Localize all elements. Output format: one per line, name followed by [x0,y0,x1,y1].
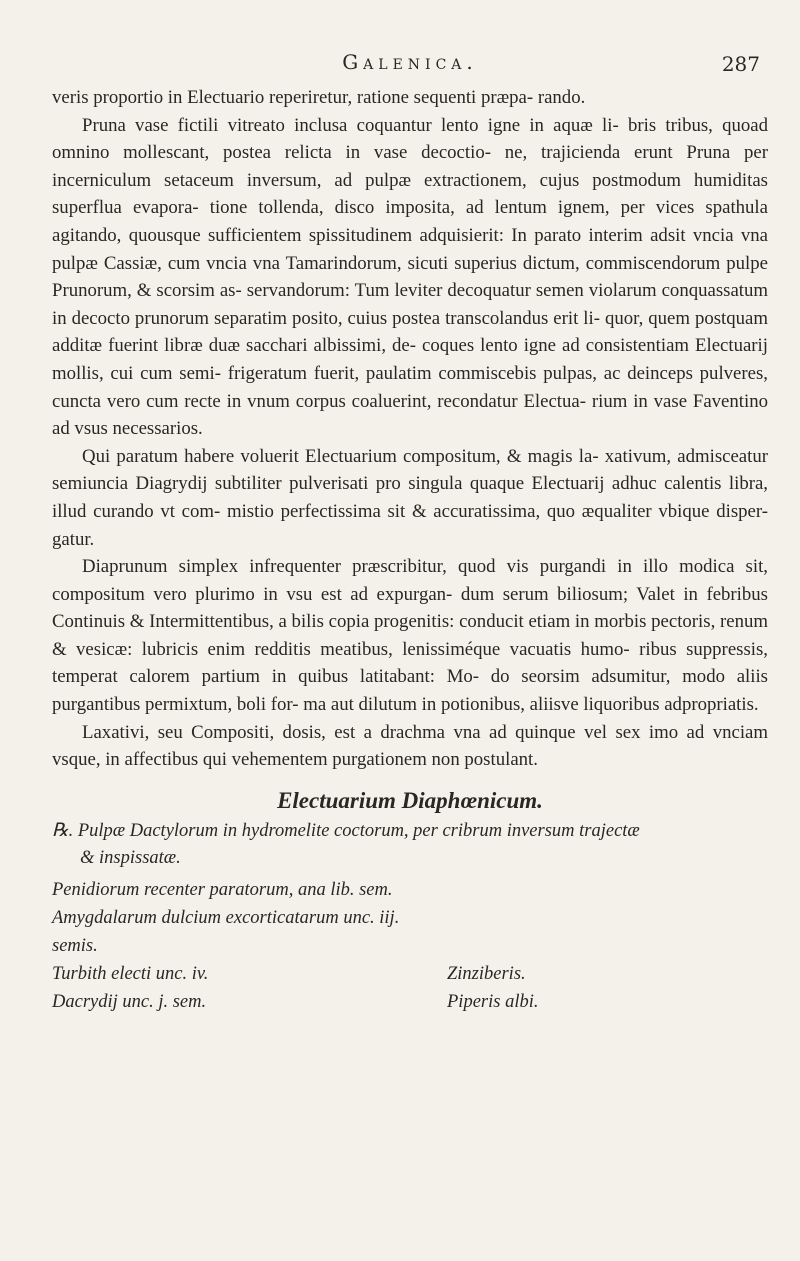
paragraph-compound-electuary: Qui paratum habere voluerit Electuarium compositum, & magis la- xativum, admisceatur semiuncia Diagrydij subtiliter pulverisati pro singula quaque Electuarij adhuc calentis libra, illud curando vt com- mistio perfectissima sit & accuratissima, quo æqualiter vbique disper- gatur. [52,445,768,550]
paragraph-preparation: Pruna vase fictili vitreato inclusa coquantur lento igne in aquæ li- bris tribus, quoad omnino mollescant, postea relicta in vase decoctio- ne, trajicienda erunt Pruna per incerniculum setaceum inversum, ad pulpæ extractionem, cujus postmodum humiditas superflua evapora- tione tollenda, disco imposita, ad lentum ignem, per vices spathula agitando, quousque sufficientem spissitudinem adquisierit: In parato interim adsit vncia vna pulpæ Cassiæ, cum vncia vna Tamarindorum, sicuti superius dictum, commiscendorum pulpe Prunorum, & scorsim as- servandorum: Tum leviter decoquatur semen violarum conquassatum in decocto prunorum separatim posito, cuius postea transcolandus erit li- quor, quem postquam additæ fuerint libræ duæ sacchari albissimi, de- coques lento igne ad consistentiam Electuarij mollis, cui cum semi- frigeratum fuerit, paulatim commiscebis pulpas, ac deinceps pulveres, cuncta vero cum recte in vnum corpus coaluerint, recondatur Electua- rium in vase Faventino ad vsus necessarios. [52,114,768,440]
recipe-intro-line-2: & inspissatæ. [80,847,181,868]
paragraph-continuation: veris proportio in Electuario reperiretur, ratione sequenti præpa- rando. [52,87,586,108]
ingredient-left: Penidiorum recenter paratorum, ana lib. sem. [52,879,393,900]
ingredient-row [52,904,768,960]
recipe-block [52,818,768,1016]
page-number: 287 [721,52,760,76]
ingredient-left: Amygdalarum dulcium excorticatarum unc. iij. semis. [52,907,400,956]
ingredient-right: Piperis albi. [447,991,539,1012]
ingredient-row [52,988,768,1016]
ingredient-left: Turbith electi unc. iv. [52,963,209,984]
ingredient-left: Dacrydij unc. j. sem. [52,991,207,1012]
page-body [52,84,768,1016]
page-header [60,50,760,86]
ingredient-right [447,876,768,904]
ingredient-right [447,904,768,960]
recipe-heading: Electuarium Diaphœnicum. [277,787,543,813]
ingredient-row [52,876,768,904]
paragraph-dosage: Laxativi, seu Compositi, dosis, est a drachma vna ad quinque vel sex imo ad vnciam vsque, in affectibus qui vehementem purgationem non postulant. [52,721,768,771]
ingredient-right: Zinziberis. [447,963,526,984]
ingredient-list [52,876,768,1016]
ingredient-row [52,960,768,988]
recipe-intro-line: ℞. Pulpæ Dactylorum in hydromelite coctorum, per cribrum inversum trajectæ [52,820,640,841]
paragraph-diaprunum-uses: Diaprunum simplex infrequenter præscribitur, quod vis purgandi in illo modica sit, compositum vero plurimo in vsu est ad expurgan- dum serum biliosum; Valet in febribus Continuis & Intermittentibus, a bilis copia progenitis: conducit etiam in morbis pectoris, renum & vesicæ: lubricis enim redditis meatibus, lenissiméque vacuatis humo- ribus suppressis, temperat calorem partium in quibus latitabant: Mo- do seorsim adsumitur, modo aliis purgantibus permixtum, boli for- ma aut dilutum in potionibus, aliisve liquoribus adpropriatis. [52,556,768,716]
running-title: Galenica. [342,50,478,74]
